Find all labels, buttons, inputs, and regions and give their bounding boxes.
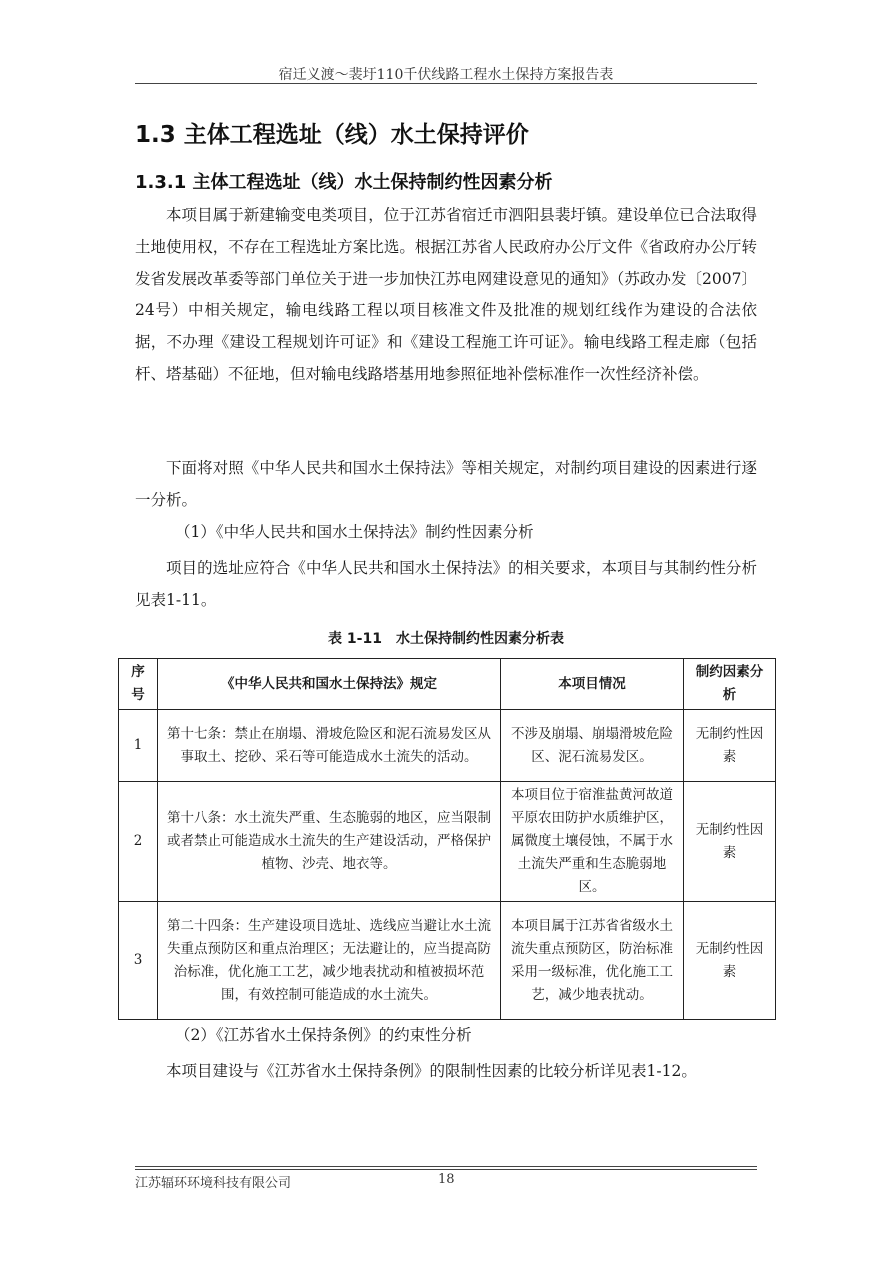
table-caption: 表 1-11 水土保持制约性因素分析表 [328, 631, 564, 647]
paragraph-analysis-intro: 下面将对照《中华人民共和国水土保持法》等相关规定，对制约项目建设的因素进行逐一分析。 [135, 459, 757, 509]
cell-no: 1 [119, 710, 158, 782]
table-row [119, 710, 776, 782]
header-situation: 本项目情况 [501, 659, 684, 710]
table-row [119, 782, 776, 902]
cell-rule: 第十七条：禁止在崩塌、滑坡危险区和泥石流易发区从事取土、挖砂、采石等可能造成水土流失的活动。 [158, 710, 501, 782]
header-rule: 《中华人民共和国水土保持法》规定 [158, 659, 501, 710]
list-item-1: （1）《中华人民共和国水土保持法》制约性因素分析 [175, 523, 534, 541]
cell-rule: 第十八条：水土流失严重、生态脆弱的地区，应当限制或者禁止可能造成水土流失的生产建设活动，严格保护植物、沙壳、地衣等。 [158, 782, 501, 902]
constraint-analysis-table [118, 658, 776, 1020]
paragraph-project-overview: 本项目属于新建输变电类项目，位于江苏省宿迁市泗阳县裴圩镇。建设单位已合法取得土地使用权，不存在工程选址方案比选。根据江苏省人民政府办公厅文件《省政府办公厅转发省发展改革委等部门单位关于进一步加快江苏电网建设意见的通知》（苏政办发〔2007〕24号）中相关规定，输电线路工程以项目核准文件及批准的规划红线作为建设的合法依据，不办理《建设工程规划许可证》和《建设工程施工许可证》。输电线路工程走廊（包括杆、塔基础）不征地，但对输电线路塔基用地参照征地补偿标准作一次性经济补偿。 [135, 206, 757, 383]
cell-analysis: 无制约性因素 [684, 902, 776, 1020]
subsection-heading: 1.3.1 主体工程选址（线）水土保持制约性因素分析 [135, 172, 553, 193]
paragraph-next-table-reference: 本项目建设与《江苏省水土保持条例》的限制性因素的比较分析详见表1-12。 [166, 1062, 697, 1080]
paragraph-table-reference: 项目的选址应符合《中华人民共和国水土保持法》的相关要求，本项目与其制约性分析见表1-11。 [135, 559, 757, 609]
cell-no: 3 [119, 902, 158, 1020]
cell-situation: 不涉及崩塌、崩塌滑坡危险区、泥石流易发区。 [501, 710, 684, 782]
footer-rule [135, 1169, 757, 1170]
running-header: 宿迁义渡～裴圩110千伏线路工程水土保持方案报告表 [278, 67, 614, 83]
footer-rule [135, 1166, 757, 1167]
cell-no: 2 [119, 782, 158, 902]
table-row [119, 902, 776, 1020]
cell-analysis: 无制约性因素 [684, 710, 776, 782]
cell-situation: 本项目位于宿淮盐黄河故道平原农田防护水质维护区，属微度土壤侵蚀，不属于水土流失严重和生态脆弱地区。 [501, 782, 684, 902]
table-header-row [119, 659, 776, 710]
cell-rule: 第二十四条：生产建设项目选址、选线应当避让水土流失重点预防区和重点治理区；无法避让的，应当提高防治标准，优化施工工艺，减少地表扰动和植被损坏范围，有效控制可能造成的水土流失。 [158, 902, 501, 1020]
header-analysis: 制约因素分析 [684, 659, 776, 710]
page-number: 18 [438, 1172, 455, 1187]
header-no: 序号 [119, 659, 158, 710]
cell-situation: 本项目属于江苏省省级水土流失重点预防区，防治标准采用一级标准，优化施工工艺，减少地表扰动。 [501, 902, 684, 1020]
section-heading: 1.3 主体工程选址（线）水土保持评价 [135, 122, 529, 148]
cell-analysis: 无制约性因素 [684, 782, 776, 902]
header-rule [135, 83, 757, 84]
list-item-2: （2）《江苏省水土保持条例》的约束性分析 [175, 1026, 472, 1044]
footer-company: 江苏辐环环境科技有限公司 [135, 1176, 292, 1191]
